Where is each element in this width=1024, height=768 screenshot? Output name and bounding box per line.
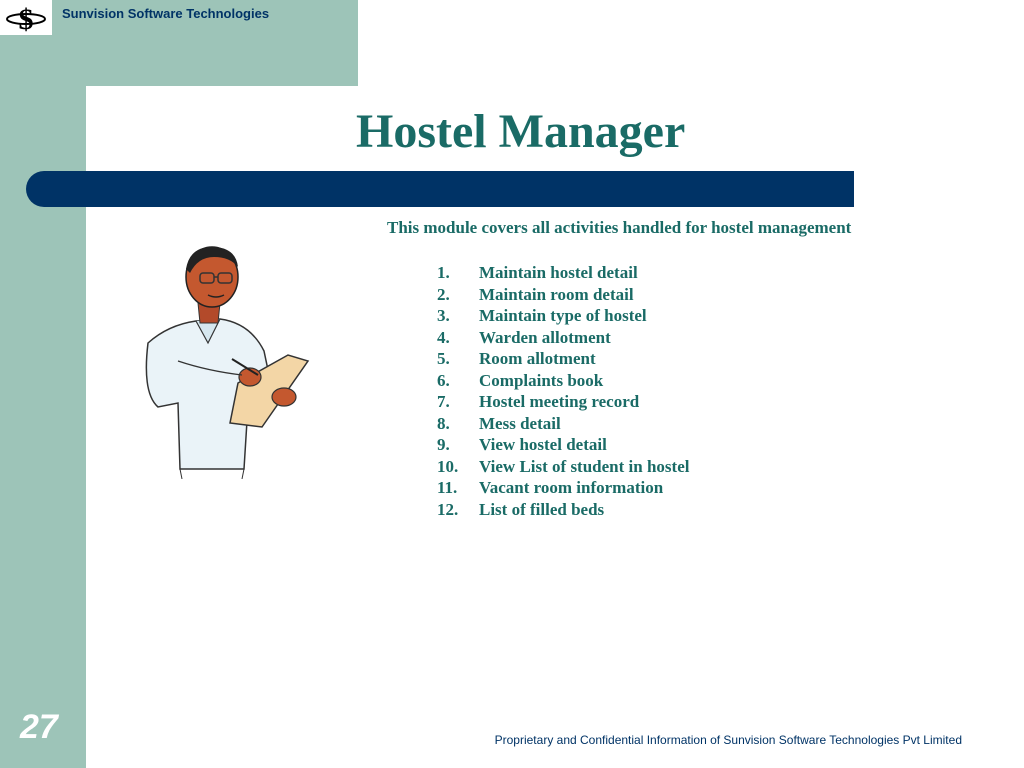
list-item [437, 477, 689, 499]
list-item-label: Mess detail [479, 413, 561, 433]
list-item-label: Maintain type of hostel [479, 306, 647, 325]
confidential-footer: Proprietary and Confidential Information of Sunvision Software Technologies Pvt Limited [494, 733, 962, 747]
list-item-number: 9. [437, 435, 450, 454]
list-item [437, 434, 689, 456]
list-item-number: 1. [437, 263, 450, 282]
slide-title: Hostel Manager [356, 105, 686, 158]
corner-curve [86, 86, 166, 166]
list-item-label: View List of student in hostel [479, 456, 690, 476]
list-item-number: 2. [437, 284, 450, 304]
list-item-number: 8. [437, 413, 450, 433]
list-item [437, 391, 689, 413]
list-item-label: Hostel meeting record [479, 392, 640, 411]
list-item [437, 327, 689, 349]
list-item-label: Maintain hostel detail [479, 263, 638, 282]
list-item [437, 284, 689, 306]
list-item-number: 5. [437, 349, 450, 368]
company-name: Sunvision Software Technologies [62, 6, 270, 21]
list-item [437, 499, 689, 521]
list-item-number: 4. [437, 327, 450, 347]
list-item [437, 262, 689, 284]
list-item [437, 413, 689, 435]
list-item-label: Maintain room detail [479, 284, 634, 304]
slide-number: 27 [20, 708, 58, 746]
company-logo [0, 0, 52, 35]
list-item-label: Vacant room information [479, 478, 664, 497]
man-with-clipboard-illustration [138, 243, 316, 479]
list-item-label: List of filled beds [479, 499, 605, 519]
list-item-label: Room allotment [479, 349, 596, 368]
module-list [437, 262, 689, 520]
left-accent-band [0, 0, 86, 768]
list-item [437, 348, 689, 370]
list-item-number: 6. [437, 370, 450, 390]
list-item [437, 305, 689, 327]
list-item-label: View hostel detail [479, 435, 607, 454]
list-item-number: 10. [437, 456, 459, 476]
list-item [437, 456, 689, 478]
list-item-number: 3. [437, 306, 450, 325]
svg-text:$: $ [18, 2, 34, 34]
list-item-number: 11. [437, 478, 458, 497]
list-item-number: 12. [437, 499, 459, 519]
dollar-globe-logo-icon [4, 2, 48, 34]
list-item-label: Warden allotment [479, 327, 611, 347]
title-bar [26, 171, 854, 207]
list-item-label: Complaints book [479, 370, 604, 390]
slide-intro: This module covers all activities handled for hostel management [387, 218, 852, 237]
list-item [437, 370, 689, 392]
list-item-number: 7. [437, 392, 450, 411]
